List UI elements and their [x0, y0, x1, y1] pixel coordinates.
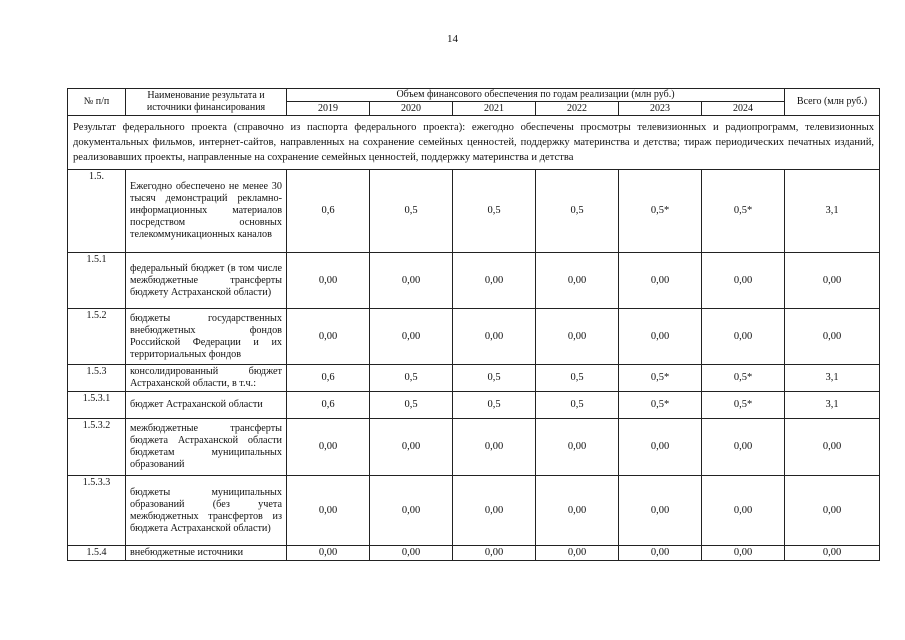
value-cell-2023: 0,00 [619, 309, 702, 365]
total-cell: 3,1 [785, 392, 880, 419]
table-row [68, 309, 880, 365]
value-cell-2022: 0,00 [536, 253, 619, 309]
row-name: консолидированный бюджет Астраханской области, в т.ч.: [126, 365, 287, 392]
value-cell-2023: 0,5* [619, 170, 702, 253]
header-name: Наименование результата и источники финансирования [126, 89, 287, 116]
value-cell-2021: 0,5 [453, 170, 536, 253]
row-number: 1.5.3 [68, 365, 126, 392]
value-cell-2021: 0,00 [453, 253, 536, 309]
value-cell-2019: 0,00 [287, 309, 370, 365]
total-cell: 0,00 [785, 546, 880, 561]
value-cell-2023: 0,5* [619, 365, 702, 392]
total-cell: 0,00 [785, 309, 880, 365]
table-row [68, 253, 880, 309]
result-text: Результат федерального проекта (справочно из паспорта федерального проекта): ежегодно обеспечены просмотры телевизионных и радиопрограмм, телевизионных документальных фильмов, интернет-сайтов, направленных на сохранение семейных ценностей, поддержку материнства и детства; тираж периодических печатных изданий, реализовавших проекты, направленные на сохранение семейных ценностей, поддержку материнства и детства [68, 116, 880, 170]
value-cell-2022: 0,00 [536, 546, 619, 561]
row-number: 1.5.2 [68, 309, 126, 365]
year-cell: 2022 [536, 102, 619, 116]
total-cell: 3,1 [785, 365, 880, 392]
value-cell-2024: 0,00 [702, 476, 785, 546]
value-cell-2023: 0,00 [619, 476, 702, 546]
value-cell-2021: 0,00 [453, 476, 536, 546]
value-cell-2022: 0,5 [536, 392, 619, 419]
value-cell-2022: 0,5 [536, 170, 619, 253]
value-cell-2023: 0,5* [619, 392, 702, 419]
value-cell-2024: 0,00 [702, 546, 785, 561]
page-number: 14 [447, 33, 458, 45]
table-row [68, 365, 880, 392]
value-cell-2019: 0,00 [287, 419, 370, 476]
value-cell-2021: 0,5 [453, 392, 536, 419]
table-row [68, 170, 880, 253]
row-number: 1.5. [68, 170, 126, 253]
value-cell-2020: 0,5 [370, 170, 453, 253]
value-cell-2022: 0,5 [536, 365, 619, 392]
year-cell: 2023 [619, 102, 702, 116]
header-num: № п/п [68, 89, 126, 116]
total-cell: 3,1 [785, 170, 880, 253]
value-cell-2024: 0,5* [702, 392, 785, 419]
value-cell-2024: 0,00 [702, 309, 785, 365]
year-cell: 2021 [453, 102, 536, 116]
row-number: 1.5.3.3 [68, 476, 126, 546]
result-row [68, 116, 880, 170]
row-number: 1.5.3.1 [68, 392, 126, 419]
row-name: бюджет Астраханской области [126, 392, 287, 419]
row-name: Ежегодно обеспечено не менее 30 тысяч демонстраций рекламно-информационных материалов посредством основных телекоммуникационных каналов [126, 170, 287, 253]
value-cell-2021: 0,00 [453, 309, 536, 365]
value-cell-2020: 0,5 [370, 392, 453, 419]
year-cell: 2019 [287, 102, 370, 116]
value-cell-2020: 0,00 [370, 253, 453, 309]
value-cell-2023: 0,00 [619, 546, 702, 561]
table-row [68, 392, 880, 419]
total-cell: 0,00 [785, 253, 880, 309]
value-cell-2019: 0,00 [287, 546, 370, 561]
value-cell-2024: 0,00 [702, 419, 785, 476]
row-name: межбюджетные трансферты бюджета Астраханской области бюджетам муниципальных образований [126, 419, 287, 476]
row-number: 1.5.1 [68, 253, 126, 309]
value-cell-2019: 0,00 [287, 253, 370, 309]
value-cell-2024: 0,5* [702, 365, 785, 392]
table-row [68, 546, 880, 561]
value-cell-2024: 0,00 [702, 253, 785, 309]
value-cell-2023: 0,00 [619, 419, 702, 476]
value-cell-2020: 0,00 [370, 419, 453, 476]
value-cell-2020: 0,00 [370, 309, 453, 365]
row-name: внебюджетные источники [126, 546, 287, 561]
value-cell-2022: 0,00 [536, 419, 619, 476]
row-number: 1.5.4 [68, 546, 126, 561]
value-cell-2022: 0,00 [536, 309, 619, 365]
year-cell: 2024 [702, 102, 785, 116]
header-row [68, 89, 880, 102]
value-cell-2024: 0,5* [702, 170, 785, 253]
row-name: бюджеты государственных внебюджетных фондов Российской Федерации и их территориальных фондов [126, 309, 287, 365]
value-cell-2019: 0,00 [287, 476, 370, 546]
value-cell-2021: 0,00 [453, 419, 536, 476]
value-cell-2021: 0,5 [453, 365, 536, 392]
table-row [68, 476, 880, 546]
value-cell-2019: 0,6 [287, 365, 370, 392]
value-cell-2020: 0,00 [370, 546, 453, 561]
value-cell-2021: 0,00 [453, 546, 536, 561]
value-cell-2020: 0,5 [370, 365, 453, 392]
row-name: федеральный бюджет (в том числе межбюджетные трансферты бюджету Астраханской области) [126, 253, 287, 309]
year-cell: 2020 [370, 102, 453, 116]
financing-table [67, 88, 880, 561]
total-cell: 0,00 [785, 476, 880, 546]
value-cell-2019: 0,6 [287, 170, 370, 253]
row-number: 1.5.3.2 [68, 419, 126, 476]
table-row [68, 419, 880, 476]
header-volume: Объем финансового обеспечения по годам реализации (млн руб.) [287, 89, 785, 102]
value-cell-2020: 0,00 [370, 476, 453, 546]
value-cell-2023: 0,00 [619, 253, 702, 309]
header-total: Всего (млн руб.) [785, 89, 880, 116]
value-cell-2022: 0,00 [536, 476, 619, 546]
row-name: бюджеты муниципальных образований (без учета межбюджетных трансфертов из бюджета Астраханской области) [126, 476, 287, 546]
total-cell: 0,00 [785, 419, 880, 476]
value-cell-2019: 0,6 [287, 392, 370, 419]
